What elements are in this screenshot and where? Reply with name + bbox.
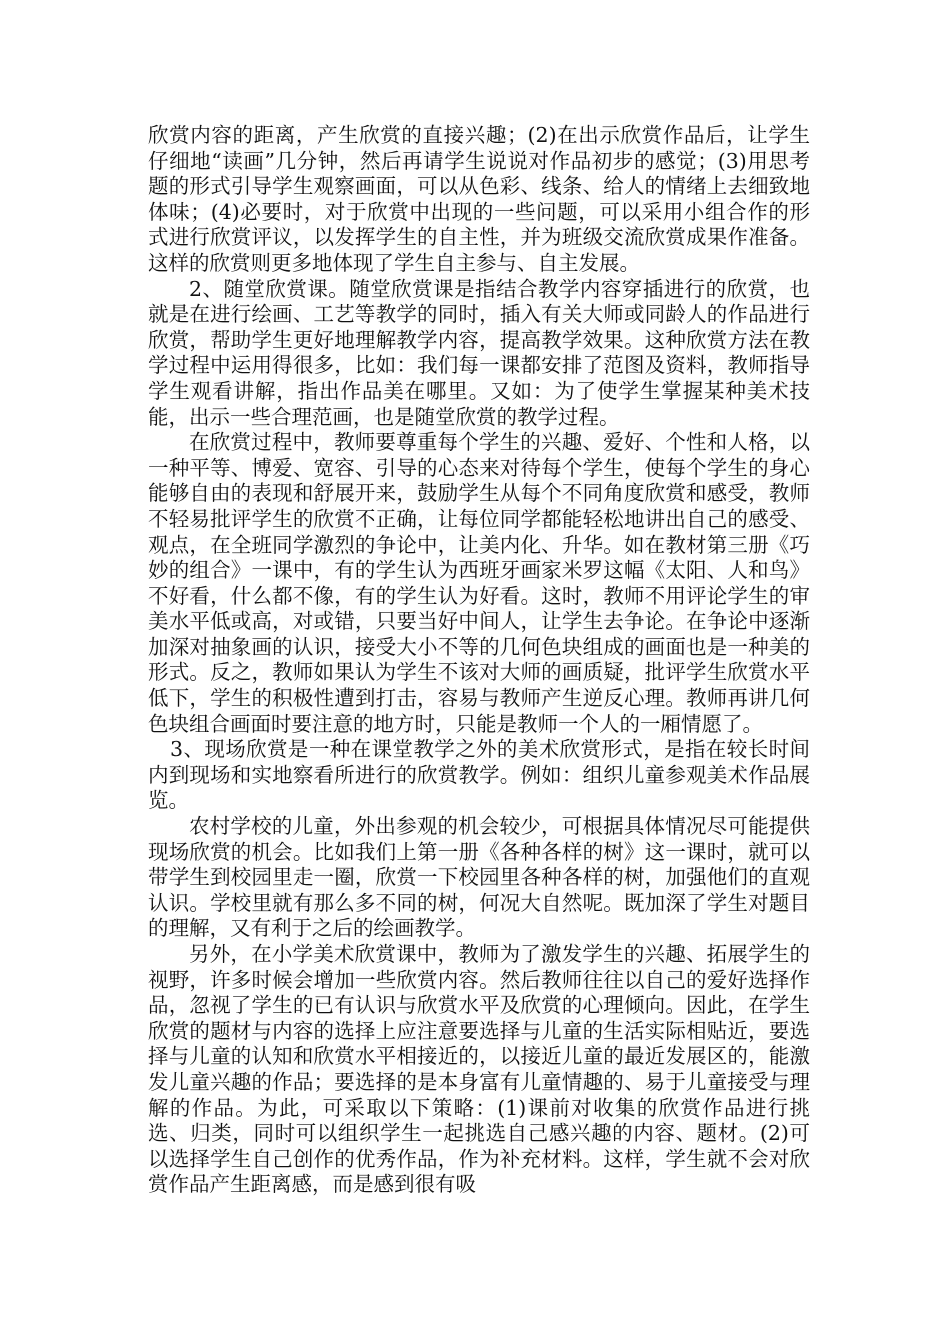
paragraph-rural-school: 农村学校的儿童，外出参观的机会较少，可根据具体情况尽可能提供现场欣赏的机会。比如我们上第一册《各种各样的树》这一课时，就可以带学生到校园里走一圈，欣赏一下校园里各种各样的树，加强他们的直观认识。学校里就有那么多不同的树，何况大自然呢。既加深了学生对题目的理解，又有利于之后的绘画教学。 xyxy=(148,814,810,941)
paragraph-additional: 另外，在小学美术欣赏课中，教师为了激发学生的兴趣、拓展学生的视野，许多时候会增加一些欣赏内容。然后教师往往以自己的爱好选择作品，忽视了学生的已有认识与欣赏水平及欣赏的心理倾向。因此，在学生欣赏的题材与内容的选择上应注意要选择与儿童的生活实际相贴近，要选择与儿童的认知和欣赏水平相接近的，以接近儿童的最近发展区的，能激发儿童兴趣的作品；要选择的是本身富有儿童情趣的、易于儿童接受与理解的作品。为此，可采取以下策略：(1)课前对收集的欣赏作品进行挑选、归类，同时可以组织学生一起挑选自己感兴趣的内容、题材。(2)可以选择学生自己创作的优秀作品，作为补充材料。这样，学生就不会对欣赏作品产生距离感，而是感到很有吸 xyxy=(148,942,810,1197)
paragraph-section-3: 3、现场欣赏是一种在课堂教学之外的美术欣赏形式，是指在较长时间内到现场和实地察看所进行的欣赏教学。例如：组织儿童参观美术作品展览。 xyxy=(148,737,810,813)
paragraph-continuation: 欣赏内容的距离，产生欣赏的直接兴趣；(2)在出示欣赏作品后，让学生仔细地“读画”几分钟，然后再请学生说说对作品初步的感觉；(3)用思考题的形式引导学生观察画面，可以从色彩、线条、给人的情绪上去细致地体味；(4)必要时，对于欣赏中出现的一些问题，可以采用小组合作的形式进行欣赏评议，以发挥学生的自主性，并为班级交流欣赏成果作准备。这样的欣赏则更多地体现了学生自主参与、自主发展。 xyxy=(148,123,810,275)
document-page xyxy=(148,123,810,1198)
paragraph-section-2: 2、随堂欣赏课。随堂欣赏课是指结合教学内容穿插进行的欣赏，也就是在进行绘画、工艺等教学的同时，插入有关大师或同龄人的作品进行欣赏，帮助学生更好地理解教学内容，提高教学效果。这种欣赏方法在教学过程中运用得很多，比如：我们每一课都安排了范图及资料，教师指导学生观看讲解，指出作品美在哪里。又如：为了使学生掌握某种美术技能，出示一些合理范画，也是随堂欣赏的教学过程。 xyxy=(148,276,810,429)
paragraph-appreciation-process: 在欣赏过程中，教师要尊重每个学生的兴趣、爱好、个性和人格，以一种平等、博爱、宽容、引导的心态来对待每个学生，使每个学生的身心能够自由的表现和舒展开来，鼓励学生从每个不同角度欣赏和感受，教师不轻易批评学生的欣赏不正确，让每位同学都能轻松地讲出自己的感受、观点，在全班同学激烈的争论中，让美内化、升华。如在教材第三册《巧妙的组合》一课中，有的学生认为西班牙画家米罗这幅《太阳、人和鸟》不好看，什么都不像，有的学生认为好看。这时，教师不用评论学生的审美水平低或高，对或错，只要当好中间人，让学生去争论。在争论中逐渐加深对抽象画的认识，接受大小不等的几何色块组成的画面也是一种美的形式。反之，教师如果认为学生不该对大师的画质疑，批评学生欣赏水平低下，学生的积极性遭到打击，容易与教师产生逆反心理。教师再讲几何色块组合画面时要注意的地方时，只能是教师一个人的一厢情愿了。 xyxy=(148,430,810,736)
